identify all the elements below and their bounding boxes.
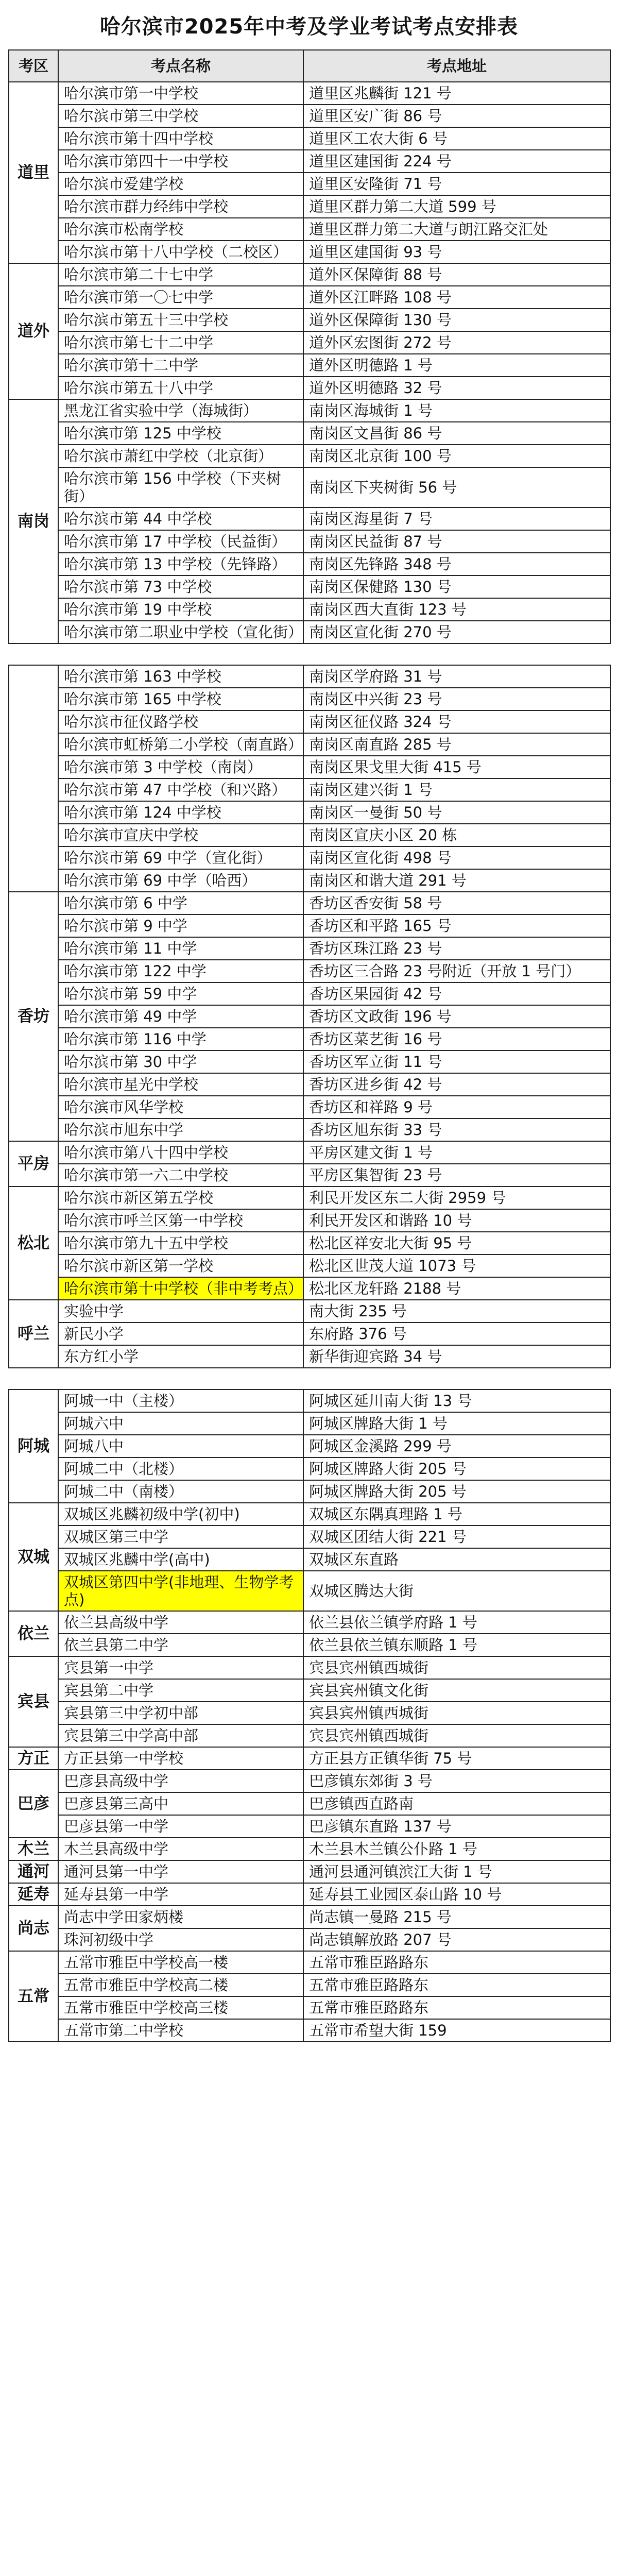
site-name-cell: 新民小学 <box>58 1323 303 1345</box>
table-row <box>9 1860 610 1883</box>
site-name-cell: 宾县第三中学高中部 <box>58 1724 303 1747</box>
site-address-cell: 平房区集智街 23 号 <box>303 1164 610 1187</box>
table-row <box>9 1747 610 1770</box>
site-name-cell: 哈尔滨市第九十五中学校 <box>58 1232 303 1255</box>
table-row <box>9 1974 610 1996</box>
site-name-cell: 哈尔滨市虹桥第二小学校（南直路） <box>58 733 303 756</box>
site-name-cell: 哈尔滨市第 163 中学校 <box>58 665 303 688</box>
site-address-cell: 香坊区果园街 42 号 <box>303 982 610 1005</box>
site-name-cell: 珠河初级中学 <box>58 1928 303 1951</box>
table-row <box>9 507 610 530</box>
table-row <box>9 869 610 892</box>
table-row <box>9 1209 610 1232</box>
site-address-cell: 平房区建文街 1 号 <box>303 1141 610 1164</box>
site-name-cell: 哈尔滨市第 17 中学校（民益街） <box>58 530 303 553</box>
table-row <box>9 1906 610 1928</box>
district-cell: 尚志 <box>9 1906 58 1951</box>
site-address-cell: 道里区建国街 224 号 <box>303 150 610 173</box>
site-name-cell: 通河县第一中学 <box>58 1860 303 1883</box>
table-row <box>9 824 610 846</box>
site-name-cell: 哈尔滨市第二职业中学校（宣化街） <box>58 621 303 643</box>
table-row <box>9 173 610 195</box>
site-address-cell: 道里区兆麟街 121 号 <box>303 82 610 105</box>
site-address-cell: 道里区建国街 93 号 <box>303 241 610 263</box>
site-name-cell: 依兰县高级中学 <box>58 1611 303 1634</box>
site-address-cell: 南岗区民益街 87 号 <box>303 530 610 553</box>
table-row <box>9 937 610 960</box>
district-cell: 通河 <box>9 1860 58 1883</box>
district-cell: 方正 <box>9 1747 58 1770</box>
table-row <box>9 1634 610 1656</box>
site-name-cell: 阿城八中 <box>58 1435 303 1458</box>
district-cell: 道里 <box>9 82 58 263</box>
site-address-cell: 香坊区菜艺街 16 号 <box>303 1028 610 1050</box>
site-address-cell: 香坊区和平路 165 号 <box>303 914 610 937</box>
table-row <box>9 710 610 733</box>
site-name-cell: 哈尔滨市第 3 中学校（南岗） <box>58 756 303 778</box>
site-address-cell: 依兰县依兰镇东顺路 1 号 <box>303 1634 610 1656</box>
site-name-cell: 哈尔滨市旭东中学 <box>58 1118 303 1141</box>
district-cell <box>9 665 58 892</box>
site-name-cell: 哈尔滨市第 9 中学 <box>58 914 303 937</box>
site-name-cell: 阿城六中 <box>58 1412 303 1435</box>
table-row <box>9 1005 610 1028</box>
site-address-cell: 香坊区三合路 23 号附近（开放 1 号门） <box>303 960 610 982</box>
table-row <box>9 331 610 354</box>
site-address-header: 考点地址 <box>303 50 610 82</box>
table-row <box>9 1277 610 1300</box>
site-address-cell: 双城区腾达大街 <box>303 1571 610 1611</box>
site-address-cell: 南岗区先锋路 348 号 <box>303 553 610 575</box>
site-address-cell: 道外区明德路 32 号 <box>303 377 610 399</box>
table-row <box>9 733 610 756</box>
site-address-cell: 道外区江畔路 108 号 <box>303 286 610 309</box>
site-address-cell: 松北区龙轩路 2188 号 <box>303 1277 610 1300</box>
site-name-cell: 哈尔滨市第四十一中学校 <box>58 150 303 173</box>
site-address-cell: 宾县宾州镇文化街 <box>303 1679 610 1702</box>
site-name-cell: 宾县第三中学初中部 <box>58 1702 303 1724</box>
site-name-cell: 宾县第一中学 <box>58 1656 303 1679</box>
site-name-cell: 巴彦县第三高中 <box>58 1792 303 1815</box>
site-address-cell: 南岗区西大直街 123 号 <box>303 598 610 621</box>
table-row <box>9 1951 610 1974</box>
table-row <box>9 598 610 621</box>
site-name-cell: 哈尔滨市第一六二中学校 <box>58 1164 303 1187</box>
site-address-cell: 南岗区建兴街 1 号 <box>303 778 610 801</box>
district-cell: 香坊 <box>9 892 58 1141</box>
table-row <box>9 1141 610 1164</box>
site-address-cell: 南岗区下夹树街 56 号 <box>303 467 610 507</box>
site-address-cell: 南岗区征仪路 324 号 <box>303 710 610 733</box>
district-cell: 延寿 <box>9 1883 58 1906</box>
table-row <box>9 1724 610 1747</box>
table-row <box>9 286 610 309</box>
site-name-cell: 五常市雅臣中学校高二楼 <box>58 1974 303 1996</box>
site-address-cell: 南岗区中兴街 23 号 <box>303 688 610 710</box>
table-row <box>9 665 610 688</box>
table-row <box>9 1255 610 1277</box>
table-row <box>9 218 610 241</box>
site-address-cell: 双城区东隅真理路 1 号 <box>303 1503 610 1526</box>
table-row <box>9 445 610 467</box>
table-row <box>9 1028 610 1050</box>
table-row <box>9 1656 610 1679</box>
site-address-cell: 香坊区进乡街 42 号 <box>303 1073 610 1096</box>
site-address-cell: 利民开发区和谐路 10 号 <box>303 1209 610 1232</box>
site-address-cell: 利民开发区东二大街 2959 号 <box>303 1187 610 1209</box>
site-name-cell: 哈尔滨市第 59 中学 <box>58 982 303 1005</box>
site-name-cell: 哈尔滨市爱建学校 <box>58 173 303 195</box>
table-row <box>9 1050 610 1073</box>
site-address-cell: 香坊区旭东街 33 号 <box>303 1118 610 1141</box>
table-row <box>9 1503 610 1526</box>
site-address-cell: 南岗区海星街 7 号 <box>303 507 610 530</box>
table-row <box>9 1883 610 1906</box>
site-name-cell: 依兰县第二中学 <box>58 1634 303 1656</box>
site-name-cell: 哈尔滨市第 165 中学校 <box>58 688 303 710</box>
site-name-cell: 哈尔滨市征仪路学校 <box>58 710 303 733</box>
district-cell: 双城 <box>9 1503 58 1611</box>
site-address-cell: 南岗区学府路 31 号 <box>303 665 610 688</box>
site-name-cell: 哈尔滨市风华学校 <box>58 1096 303 1118</box>
site-address-cell: 通河县通河镇滨江大街 1 号 <box>303 1860 610 1883</box>
table-row <box>9 1838 610 1860</box>
site-address-cell: 依兰县依兰镇学府路 1 号 <box>303 1611 610 1634</box>
district-cell: 呼兰 <box>9 1300 58 1368</box>
site-name-cell: 哈尔滨市第一〇七中学 <box>58 286 303 309</box>
site-name-cell: 阿城二中（南楼） <box>58 1480 303 1503</box>
site-name-cell: 阿城一中（主楼） <box>58 1389 303 1412</box>
table-row <box>9 575 610 598</box>
site-name-cell: 五常市雅臣中学校高三楼 <box>58 1996 303 2019</box>
site-name-cell: 巴彦县高级中学 <box>58 1770 303 1792</box>
site-address-cell: 南岗区和谐大道 291 号 <box>303 869 610 892</box>
table-row <box>9 1300 610 1323</box>
site-name-cell: 东方红小学 <box>58 1345 303 1368</box>
table-row <box>9 1526 610 1548</box>
table-row <box>9 263 610 286</box>
site-name-cell: 哈尔滨市第八十四中学校 <box>58 1141 303 1164</box>
table-row <box>9 621 610 643</box>
site-address-cell: 宾县宾州镇西城街 <box>303 1656 610 1679</box>
table-row <box>9 960 610 982</box>
district-cell: 道外 <box>9 263 58 399</box>
site-address-cell: 香坊区香安街 58 号 <box>303 892 610 914</box>
table-row <box>9 1571 610 1611</box>
site-address-cell: 五常市雅臣路路东 <box>303 1951 610 1974</box>
table-row <box>9 1232 610 1255</box>
site-address-cell: 松北区祥安北大街 95 号 <box>303 1232 610 1255</box>
site-name-cell: 哈尔滨市第 49 中学 <box>58 1005 303 1028</box>
site-name-cell: 双城区兆麟中学(高中) <box>58 1548 303 1571</box>
site-address-cell: 道里区安隆街 71 号 <box>303 173 610 195</box>
site-name-cell: 哈尔滨市第十四中学校 <box>58 127 303 150</box>
site-name-cell: 哈尔滨市新区第一学校 <box>58 1255 303 1277</box>
site-address-cell: 南大街 235 号 <box>303 1300 610 1323</box>
site-name-cell: 哈尔滨市第 156 中学校（下夹树街） <box>58 467 303 507</box>
site-name-cell: 哈尔滨市第 124 中学校 <box>58 801 303 824</box>
table-row <box>9 914 610 937</box>
site-address-cell: 阿城区牌路大街 205 号 <box>303 1480 610 1503</box>
table-row <box>9 309 610 331</box>
site-name-cell: 哈尔滨市第 44 中学校 <box>58 507 303 530</box>
site-address-cell: 阿城区金溪路 299 号 <box>303 1435 610 1458</box>
exam-site-table <box>8 1389 611 2042</box>
site-address-cell: 宾县宾州镇西城街 <box>303 1702 610 1724</box>
site-address-cell: 尚志镇一曼路 215 号 <box>303 1906 610 1928</box>
site-address-cell: 巴彦镇东直路 137 号 <box>303 1815 610 1838</box>
table-header-row <box>9 50 610 82</box>
table-row <box>9 1187 610 1209</box>
site-address-cell: 松北区世茂大道 1073 号 <box>303 1255 610 1277</box>
site-name-cell: 哈尔滨市第 69 中学（哈西） <box>58 869 303 892</box>
site-address-cell: 尚志镇解放路 207 号 <box>303 1928 610 1951</box>
site-name-cell: 双城区第四中学(非地理、生物学考点) <box>58 1571 303 1611</box>
exam-site-table <box>8 665 611 1368</box>
table-row <box>9 688 610 710</box>
district-cell: 平房 <box>9 1141 58 1187</box>
section-gap <box>0 1368 618 1389</box>
table-row <box>9 1480 610 1503</box>
site-name-cell: 黑龙江省实验中学（海城街） <box>58 399 303 422</box>
table-row <box>9 1548 610 1571</box>
district-header: 考区 <box>9 50 58 82</box>
site-address-cell: 双城区东直路 <box>303 1548 610 1571</box>
table-row <box>9 756 610 778</box>
site-name-cell: 哈尔滨市第七十二中学 <box>58 331 303 354</box>
site-name-cell: 哈尔滨市星光中学校 <box>58 1073 303 1096</box>
site-name-cell: 哈尔滨市第 6 中学 <box>58 892 303 914</box>
section-gap <box>0 644 618 665</box>
site-address-cell: 新华街迎宾路 34 号 <box>303 1345 610 1368</box>
table-row <box>9 1118 610 1141</box>
site-name-cell: 哈尔滨市宣庆中学校 <box>58 824 303 846</box>
table-row <box>9 530 610 553</box>
site-name-cell: 哈尔滨市萧红中学校（北京街） <box>58 445 303 467</box>
table-row <box>9 467 610 507</box>
table-row <box>9 105 610 127</box>
site-name-cell: 巴彦县第一中学 <box>58 1815 303 1838</box>
table-row <box>9 801 610 824</box>
site-name-cell: 哈尔滨市第二十七中学 <box>58 263 303 286</box>
table-row <box>9 150 610 173</box>
table-row <box>9 1073 610 1096</box>
site-name-cell: 宾县第二中学 <box>58 1679 303 1702</box>
site-name-cell: 哈尔滨市第 73 中学校 <box>58 575 303 598</box>
site-address-cell: 南岗区南直路 285 号 <box>303 733 610 756</box>
site-name-cell: 哈尔滨市第十中学校（非中考考点） <box>58 1277 303 1300</box>
site-address-cell: 五常市希望大街 159 <box>303 2019 610 2042</box>
exam-site-table <box>8 49 611 644</box>
site-name-cell: 延寿县第一中学 <box>58 1883 303 1906</box>
site-name-cell: 阿城二中（北楼） <box>58 1458 303 1480</box>
site-address-cell: 南岗区一曼街 50 号 <box>303 801 610 824</box>
site-address-cell: 双城区团结大街 221 号 <box>303 1526 610 1548</box>
site-address-cell: 道外区保障街 130 号 <box>303 309 610 331</box>
site-name-cell: 实验中学 <box>58 1300 303 1323</box>
site-address-cell: 香坊区军立街 11 号 <box>303 1050 610 1073</box>
site-address-cell: 南岗区果戈里大街 415 号 <box>303 756 610 778</box>
page-title: 哈尔滨市2025年中考及学业考试考点安排表 <box>99 14 519 39</box>
table-row <box>9 982 610 1005</box>
site-name-cell: 尚志中学田家炳楼 <box>58 1906 303 1928</box>
district-cell: 巴彦 <box>9 1770 58 1838</box>
table-row <box>9 1770 610 1792</box>
table-row <box>9 1792 610 1815</box>
site-address-cell: 道里区安广街 86 号 <box>303 105 610 127</box>
site-address-cell: 阿城区牌路大街 1 号 <box>303 1412 610 1435</box>
site-name-cell: 方正县第一中学校 <box>58 1747 303 1770</box>
site-address-cell: 巴彦镇西直路南 <box>303 1792 610 1815</box>
site-name-cell: 哈尔滨市第 19 中学校 <box>58 598 303 621</box>
table-row <box>9 1435 610 1458</box>
site-name-cell: 五常市第二中学校 <box>58 2019 303 2042</box>
exam-site-tables <box>0 49 618 2042</box>
site-name-cell: 哈尔滨市群力经纬中学校 <box>58 195 303 218</box>
table-row <box>9 1458 610 1480</box>
table-row <box>9 422 610 445</box>
table-row <box>9 1679 610 1702</box>
table-row <box>9 1928 610 1951</box>
table-row <box>9 1345 610 1368</box>
table-row <box>9 553 610 575</box>
table-row <box>9 195 610 218</box>
site-address-cell: 道外区保障街 88 号 <box>303 263 610 286</box>
table-row <box>9 1096 610 1118</box>
site-address-cell: 巴彦镇东郊街 3 号 <box>303 1770 610 1792</box>
site-address-cell: 南岗区宣庆小区 20 栋 <box>303 824 610 846</box>
table-row <box>9 399 610 422</box>
table-row <box>9 1164 610 1187</box>
table-row <box>9 1611 610 1634</box>
table-row <box>9 354 610 377</box>
table-row <box>9 1412 610 1435</box>
district-cell: 五常 <box>9 1951 58 2042</box>
site-address-cell: 道里区群力第二大道 599 号 <box>303 195 610 218</box>
site-address-cell: 香坊区和祥路 9 号 <box>303 1096 610 1118</box>
table-row <box>9 1702 610 1724</box>
site-name-cell: 哈尔滨市第 69 中学（宣化街） <box>58 846 303 869</box>
site-name-cell: 木兰县高级中学 <box>58 1838 303 1860</box>
site-name-cell: 哈尔滨市第 125 中学校 <box>58 422 303 445</box>
site-name-cell: 哈尔滨市第三中学校 <box>58 105 303 127</box>
site-name-cell: 哈尔滨市第 116 中学 <box>58 1028 303 1050</box>
site-address-cell: 阿城区延川南大街 13 号 <box>303 1389 610 1412</box>
site-address-cell: 南岗区宣化街 270 号 <box>303 621 610 643</box>
site-name-cell: 哈尔滨市第 47 中学校（和兴路） <box>58 778 303 801</box>
site-name-cell: 哈尔滨市第 30 中学 <box>58 1050 303 1073</box>
site-name-cell: 哈尔滨市第 11 中学 <box>58 937 303 960</box>
site-name-cell: 哈尔滨市第一中学校 <box>58 82 303 105</box>
site-address-cell: 道外区宏图街 272 号 <box>303 331 610 354</box>
site-address-cell: 香坊区珠江路 23 号 <box>303 937 610 960</box>
table-row <box>9 1323 610 1345</box>
site-name-cell: 哈尔滨市呼兰区第一中学校 <box>58 1209 303 1232</box>
table-row <box>9 846 610 869</box>
table-row <box>9 82 610 105</box>
site-address-cell: 南岗区北京街 100 号 <box>303 445 610 467</box>
table-row <box>9 377 610 399</box>
district-cell: 宾县 <box>9 1656 58 1747</box>
site-name-cell: 双城区兆麟初级中学(初中) <box>58 1503 303 1526</box>
site-address-cell: 道里区群力第二大道与朗江路交汇处 <box>303 218 610 241</box>
site-name-cell: 哈尔滨市第五十八中学 <box>58 377 303 399</box>
site-address-cell: 五常市雅臣路路东 <box>303 1996 610 2019</box>
district-cell: 依兰 <box>9 1611 58 1656</box>
site-address-cell: 宾县宾州镇西城街 <box>303 1724 610 1747</box>
site-name-cell: 哈尔滨市第 122 中学 <box>58 960 303 982</box>
site-address-cell: 延寿县工业园区泰山路 10 号 <box>303 1883 610 1906</box>
site-address-cell: 南岗区文昌街 86 号 <box>303 422 610 445</box>
site-name-cell: 哈尔滨市松南学校 <box>58 218 303 241</box>
site-address-cell: 东府路 376 号 <box>303 1323 610 1345</box>
site-address-cell: 南岗区海城街 1 号 <box>303 399 610 422</box>
site-name-cell: 五常市雅臣中学校高一楼 <box>58 1951 303 1974</box>
table-row <box>9 1389 610 1412</box>
site-name-cell: 哈尔滨市第 13 中学校（先锋路） <box>58 553 303 575</box>
district-cell: 阿城 <box>9 1389 58 1503</box>
site-address-cell: 方正县方正镇华街 75 号 <box>303 1747 610 1770</box>
site-address-cell: 木兰县木兰镇公仆路 1 号 <box>303 1838 610 1860</box>
site-address-cell: 道里区工农大街 6 号 <box>303 127 610 150</box>
site-address-cell: 道外区明德路 1 号 <box>303 354 610 377</box>
site-name-cell: 哈尔滨市新区第五学校 <box>58 1187 303 1209</box>
site-name-cell: 双城区第三中学 <box>58 1526 303 1548</box>
site-name-cell: 哈尔滨市第十八中学校（二校区） <box>58 241 303 263</box>
site-name-cell: 哈尔滨市第五十三中学校 <box>58 309 303 331</box>
site-address-cell: 阿城区牌路大街 205 号 <box>303 1458 610 1480</box>
table-row <box>9 1815 610 1838</box>
site-address-cell: 香坊区文政街 196 号 <box>303 1005 610 1028</box>
table-row <box>9 892 610 914</box>
site-address-cell: 南岗区宣化街 498 号 <box>303 846 610 869</box>
site-address-cell: 南岗区保健路 130 号 <box>303 575 610 598</box>
site-address-cell: 五常市雅臣路路东 <box>303 1974 610 1996</box>
district-cell: 木兰 <box>9 1838 58 1860</box>
site-name-header: 考点名称 <box>58 50 303 82</box>
table-row <box>9 127 610 150</box>
table-row <box>9 1996 610 2019</box>
district-cell: 松北 <box>9 1187 58 1300</box>
table-row <box>9 241 610 263</box>
table-row <box>9 2019 610 2042</box>
district-cell: 南岗 <box>9 399 58 643</box>
site-name-cell: 哈尔滨市第十二中学 <box>58 354 303 377</box>
table-row <box>9 778 610 801</box>
